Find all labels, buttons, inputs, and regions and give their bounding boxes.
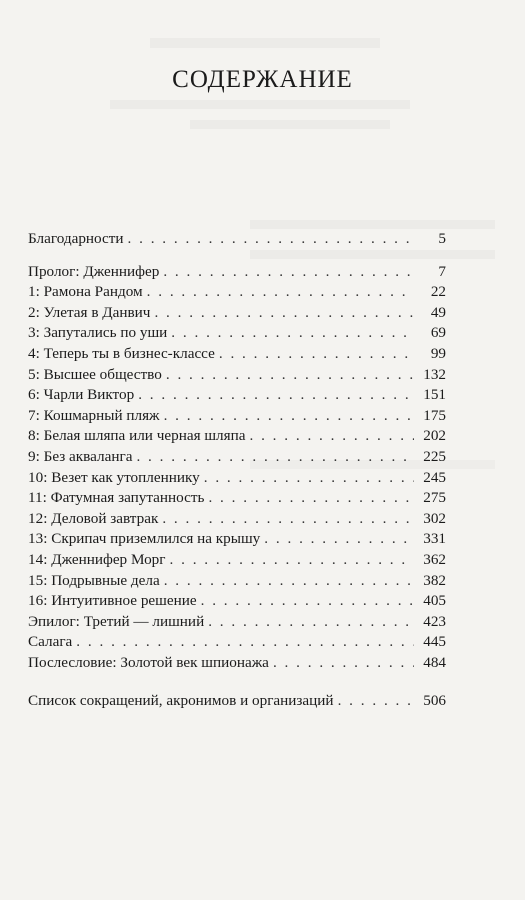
toc-entry-title: 14: Дженнифер Морг [28, 550, 166, 568]
table-of-contents [28, 229, 446, 712]
toc-entry-page-number: 445 [423, 633, 446, 651]
toc-entry[interactable] [28, 323, 446, 344]
toc-entry-page-number: 7 [438, 262, 446, 280]
toc-entry-page-number: 69 [430, 324, 446, 342]
toc-entry[interactable] [28, 468, 446, 489]
toc-entry-title: 3: Запутались по уши [28, 324, 168, 342]
toc-entry-title: 8: Белая шляпа или черная шляпа [28, 427, 246, 445]
toc-entry[interactable] [28, 344, 446, 365]
dot-leader [163, 262, 414, 283]
toc-entry[interactable] [28, 229, 446, 250]
toc-entry-page-number: 506 [423, 692, 446, 710]
show-through-text [250, 220, 495, 229]
show-through-text [190, 120, 390, 129]
show-through-text [110, 100, 410, 109]
dot-leader [136, 447, 414, 468]
toc-entry[interactable] [28, 282, 446, 303]
toc-entry[interactable] [28, 488, 446, 509]
toc-entry-page-number: 302 [423, 509, 446, 527]
dot-leader [147, 282, 414, 303]
toc-entry[interactable] [28, 447, 446, 468]
toc-entry-page-number: 275 [423, 489, 446, 507]
toc-entry-page-number: 5 [438, 230, 446, 247]
dot-leader [208, 612, 414, 633]
dot-leader [249, 426, 414, 447]
toc-entry-title: 13: Скрипач приземлился на крышу [28, 530, 261, 548]
dot-leader [264, 529, 414, 550]
toc-spacer [28, 673, 446, 691]
toc-entry-title: Послесловие: Золотой век шпионажа [28, 653, 269, 671]
toc-entry-title: Список сокращений, акронимов и организаций [28, 692, 334, 710]
dot-leader [76, 632, 414, 653]
page-title: СОДЕРЖАНИЕ [172, 66, 353, 93]
toc-section-back-matter [28, 691, 446, 712]
toc-entry-page-number: 362 [423, 550, 446, 568]
toc-entry[interactable] [28, 509, 446, 530]
toc-entry-title: 5: Высшее общество [28, 365, 162, 383]
toc-entry-title: Благодарности [28, 230, 124, 247]
toc-entry-title: 6: Чарли Виктор [28, 386, 135, 404]
toc-entry[interactable] [28, 385, 446, 406]
toc-entry-page-number: 49 [430, 303, 446, 321]
dot-leader [171, 323, 414, 344]
dot-leader [204, 468, 414, 489]
toc-entry-title: Салага [28, 633, 73, 651]
show-through-text [150, 38, 380, 48]
toc-entry[interactable] [28, 529, 446, 550]
dot-leader [201, 591, 414, 612]
toc-entry-title: 10: Везет как утопленнику [28, 468, 200, 486]
toc-entry-title: Эпилог: Третий — лишний [28, 612, 205, 630]
toc-section-chapters [28, 262, 446, 674]
toc-entry-page-number: 132 [423, 365, 446, 383]
toc-entry[interactable] [28, 406, 446, 427]
toc-section-front-matter [28, 229, 446, 250]
toc-entry[interactable] [28, 262, 446, 283]
toc-spacer [28, 250, 446, 262]
toc-entry-title: 7: Кошмарный пляж [28, 406, 160, 424]
toc-entry-title: 4: Теперь ты в бизнес-классе [28, 344, 215, 362]
toc-entry-title: 2: Улетая в Данвич [28, 303, 151, 321]
toc-entry-page-number: 151 [423, 386, 446, 404]
toc-entry-page-number: 245 [423, 468, 446, 486]
dot-leader [170, 550, 415, 571]
dot-leader [154, 303, 414, 324]
toc-entry-title: 1: Рамона Рандом [28, 283, 143, 301]
dot-leader [138, 385, 414, 406]
toc-entry[interactable] [28, 426, 446, 447]
dot-leader [219, 344, 414, 365]
toc-entry[interactable] [28, 653, 446, 674]
toc-entry[interactable] [28, 365, 446, 386]
toc-entry-page-number: 382 [423, 571, 446, 589]
toc-entry-page-number: 99 [430, 344, 446, 362]
dot-leader [273, 653, 414, 674]
toc-entry[interactable] [28, 612, 446, 633]
dot-leader [208, 488, 414, 509]
dot-leader [166, 365, 414, 386]
toc-entry[interactable] [28, 591, 446, 612]
toc-entry-title: 15: Подрывные дела [28, 571, 160, 589]
toc-entry-title: 11: Фатумная запутанность [28, 489, 205, 507]
dot-leader [338, 691, 414, 712]
toc-entry-title: Пролог: Дженнифер [28, 262, 160, 280]
dot-leader [164, 406, 414, 427]
toc-entry[interactable] [28, 303, 446, 324]
toc-entry[interactable] [28, 550, 446, 571]
toc-entry-page-number: 484 [423, 653, 446, 671]
dot-leader [164, 571, 414, 592]
toc-entry-page-number: 22 [430, 283, 446, 301]
toc-entry-title: 9: Без акваланга [28, 447, 133, 465]
dot-leader [128, 229, 414, 250]
toc-entry-title: 12: Деловой завтрак [28, 509, 159, 527]
toc-entry-page-number: 225 [423, 447, 446, 465]
toc-entry-page-number: 423 [423, 612, 446, 630]
toc-entry-title: 16: Интуитивное решение [28, 592, 197, 610]
toc-entry-page-number: 202 [423, 427, 446, 445]
dot-leader [162, 509, 414, 530]
toc-entry[interactable] [28, 571, 446, 592]
toc-entry-page-number: 331 [423, 530, 446, 548]
toc-entry[interactable] [28, 632, 446, 653]
toc-entry[interactable] [28, 691, 446, 712]
toc-entry-page-number: 175 [423, 406, 446, 424]
toc-entry-page-number: 405 [423, 592, 446, 610]
